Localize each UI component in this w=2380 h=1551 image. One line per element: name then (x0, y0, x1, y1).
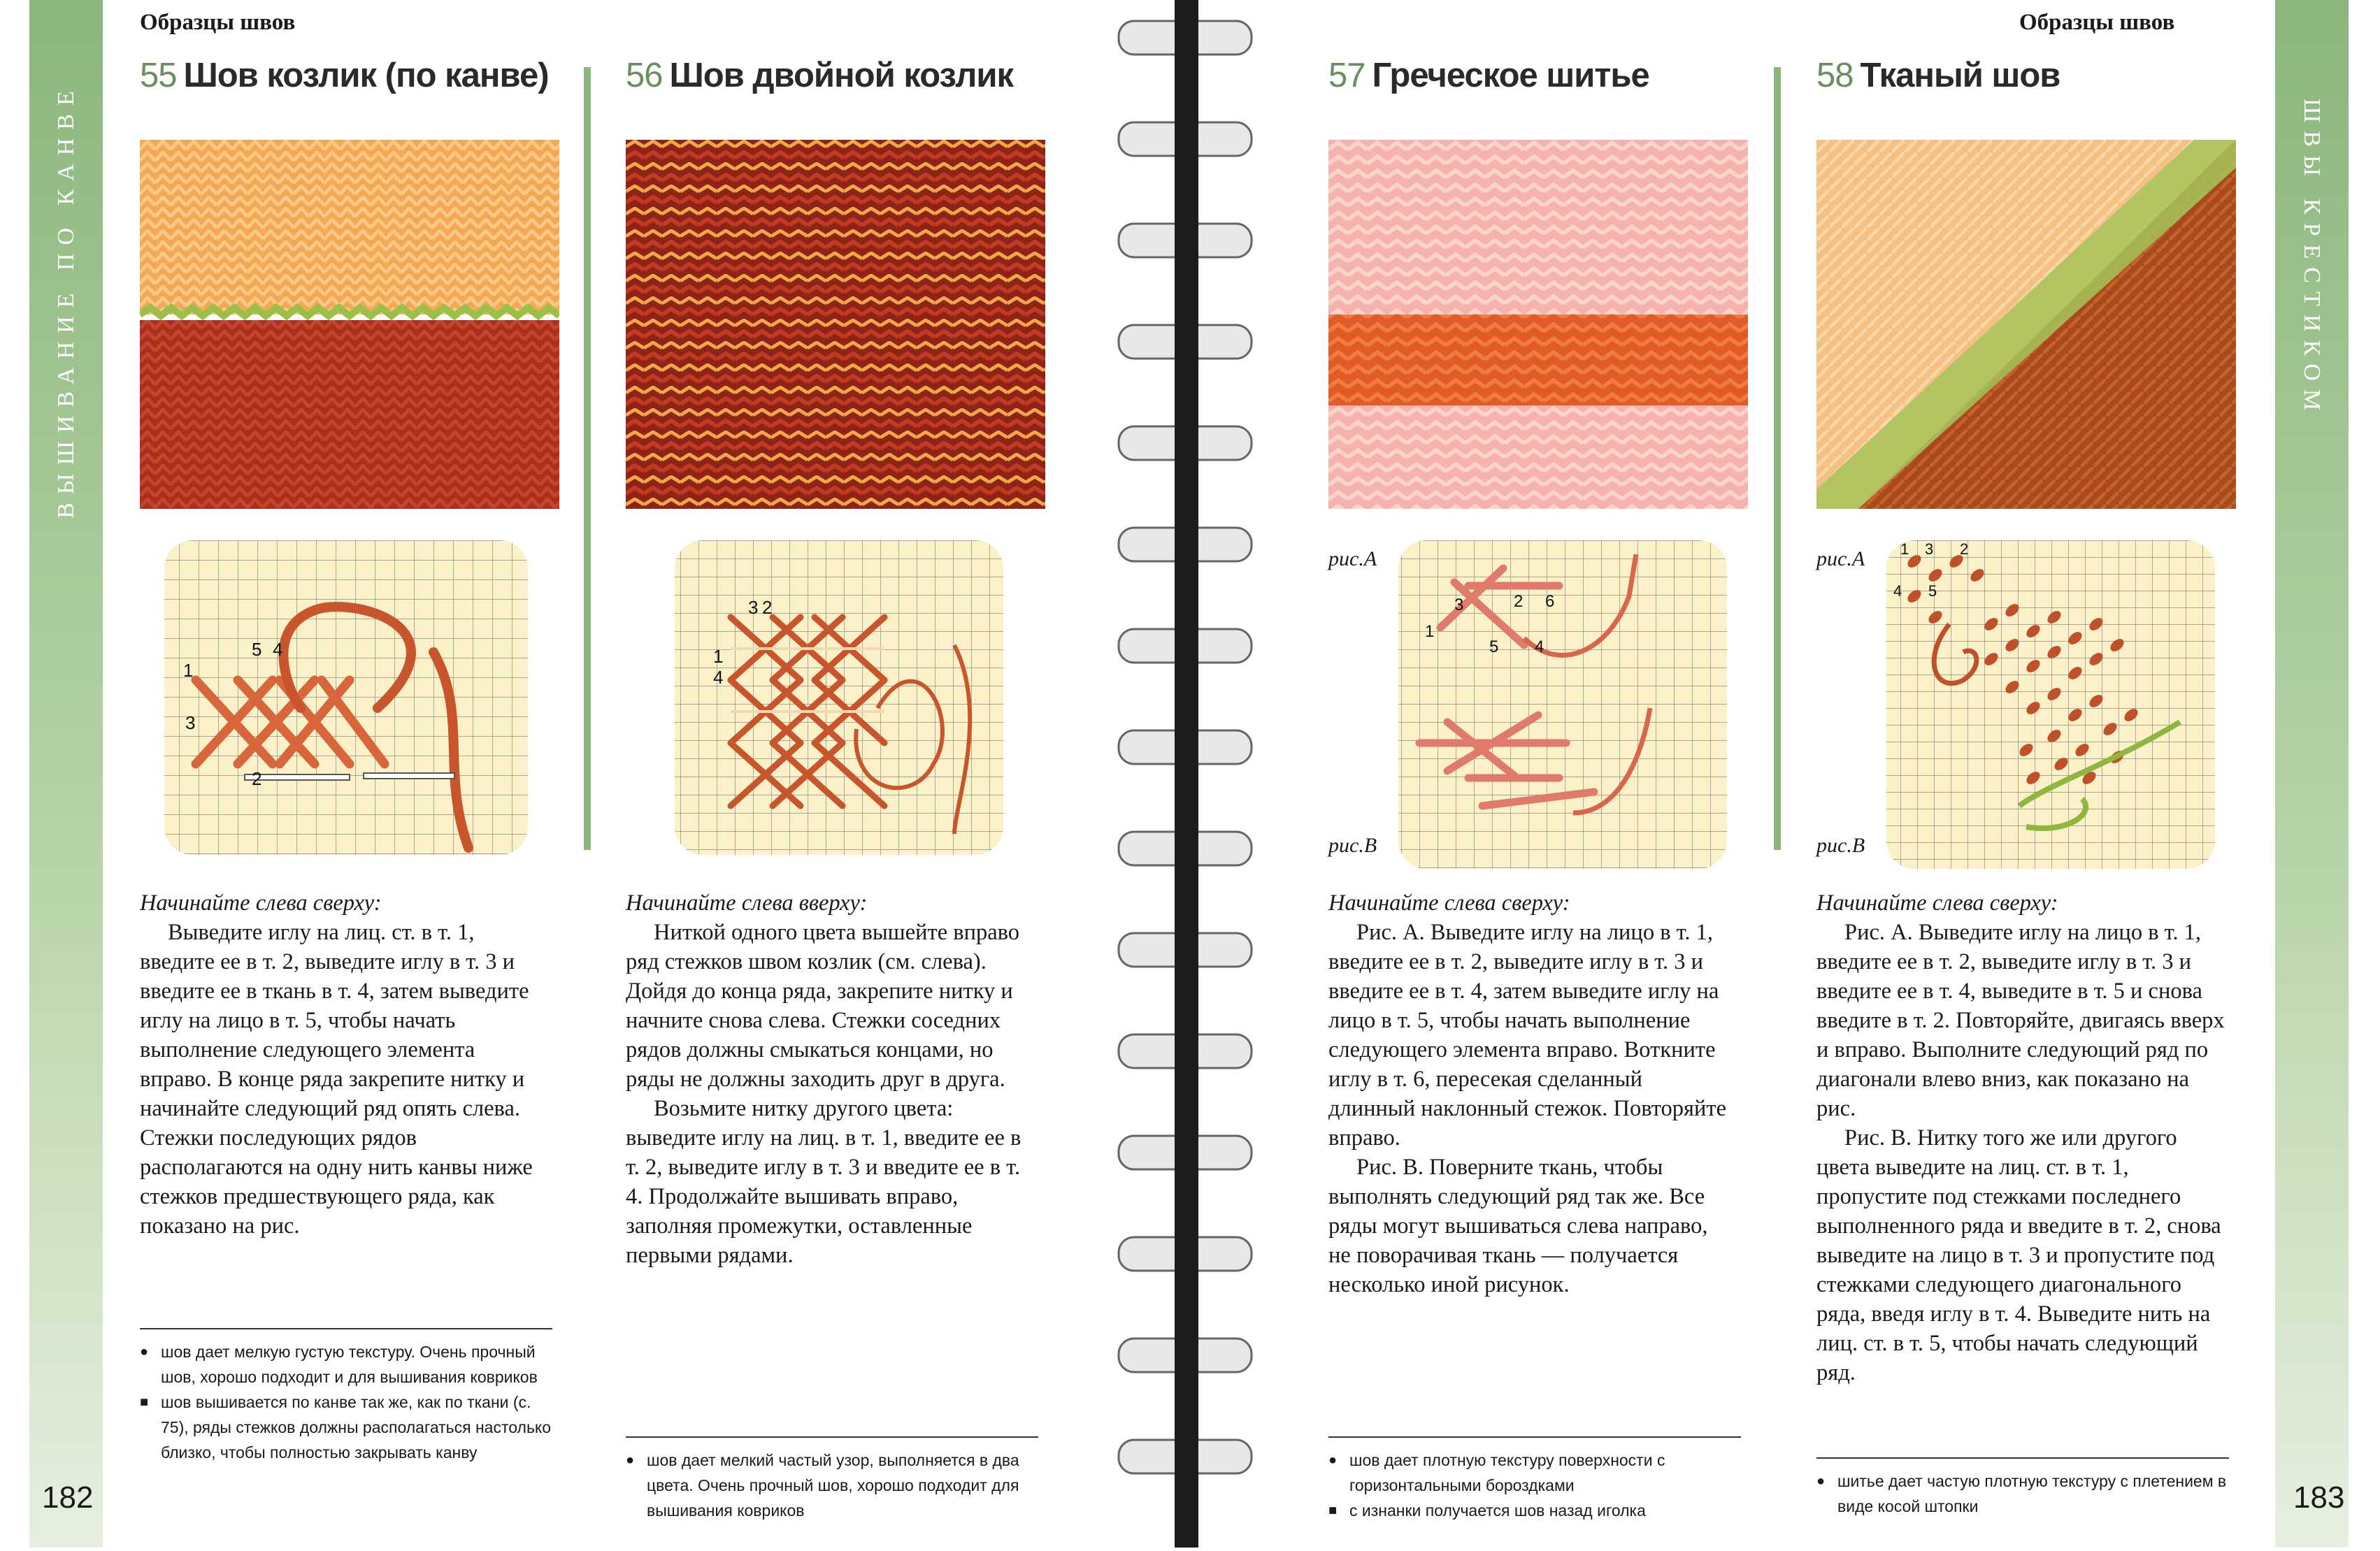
section-body (1328, 888, 1734, 1299)
point-label: 3 (1454, 596, 1464, 614)
section-number: 55 (140, 57, 177, 94)
stitch-photo (1328, 140, 1748, 509)
lead-line: Начинайте слева вверху: (626, 890, 868, 916)
stitch-diagram (140, 540, 566, 869)
lead-line: Начинайте слева сверху: (1816, 890, 2058, 916)
stitch-diagram (1328, 540, 1755, 869)
section-body (1816, 888, 2229, 1387)
section-title: 58 Тканый шов (1816, 57, 2060, 94)
section-57 (1328, 56, 1755, 1299)
note-item: ■ с изнанки получается шов назад иголка (1328, 1501, 1646, 1520)
stitch-diagram (1816, 540, 2243, 869)
notes-box (140, 1328, 552, 1465)
note-item: ● шов дает мелкую густую текстуру. Очень прочный шов, хорошо подходит и для вышивания ковриков (140, 1343, 538, 1386)
running-head-right: Образцы швов (2019, 10, 2175, 35)
figure-label-a: рис.А (1816, 547, 1865, 570)
notes-box (1816, 1457, 2229, 1519)
svg-text:2: 2 (252, 768, 262, 789)
point-label: 4 (1893, 582, 1902, 600)
paragraph: Выведите иглу на лиц. ст. в т. 1, введите ее в т. 2, выведите иглу в т. 3 и введите ее в ткань в т. 4, затем выведите иглу на лицо в т. 5, чтобы начать выполнение следующего элемента вправо. В конце ряда закрепите нитку и начинайте следующий ряд опять слева. Стежки последующих рядов располагаются на одну нить канвы ниже стежков предшествующего ряда, как показано на рис. (140, 920, 533, 1239)
point-label: 4 (273, 639, 283, 660)
point-label: 1 (1900, 540, 1909, 558)
figure-label-a: рис.А (1328, 547, 1377, 570)
note-item: ● шов дает плотную текстуру поверхности с горизонтальными бороздками (1328, 1451, 1665, 1494)
page-number: 183 (2293, 1480, 2345, 1515)
point-label: 2 (762, 597, 773, 618)
point-label: 3 (1925, 540, 1934, 558)
lead-line: Начинайте слева сверху: (140, 890, 382, 916)
section-title: 57 Греческое шитье (1328, 57, 1649, 94)
running-head-left: Образцы швов (140, 10, 296, 35)
stitch-diagram (626, 540, 1052, 869)
point-label: 1 (183, 660, 194, 681)
column-divider (1774, 67, 1781, 850)
point-label: 5 (252, 639, 262, 660)
notes-box (626, 1436, 1038, 1523)
point-label: 4 (1535, 637, 1544, 656)
point-label: 3 (185, 712, 196, 733)
lead-line: Начинайте слева сверху: (1328, 890, 1570, 916)
left-page (0, 0, 1119, 1548)
point-label: 2 (1960, 540, 1969, 558)
point-label: 5 (1489, 637, 1499, 656)
point-label: 6 (1545, 592, 1555, 611)
section-56 (626, 56, 1052, 1270)
page-number: 182 (42, 1480, 94, 1515)
note-item: ■ шов вышивается по канве так же, как по ткани (с. 75), ряды стежков должны располагаться настолько близко, чтобы полностью закрывать канву (140, 1393, 552, 1462)
notes-box (1328, 1436, 1741, 1523)
left-side-tab: ВЫШИВАНИЕ ПО КАНВЕ (52, 82, 79, 519)
section-number: 58 (1816, 57, 1854, 94)
paragraph: Рис. А. Выведите иглу на лицо в т. 1, введите ее в т. 2, выведите иглу в т. 3 и введите ее в т. 4, выведите в т. 5 и снова введите в т. 2. Повторяйте, двигаясь вверх и вправо. Выполните следующий ряд по диагонали влево вниз, как показано на рис. (1816, 920, 2225, 1121)
paragraph: Рис. В. Нитку того же или другого цвета выведите на лиц. ст. в т. 1, пропустите под стежками последнего выполненного ряда и введите в т. 2, снова выведите на лицо в т. 3 и пропустите под стежками следующего диагонального ряда, введя иглу в т. 4. Выведите нить на лиц. ст. в т. 5, чтобы начать следующий ряд. (1816, 1125, 2221, 1385)
section-55 (140, 56, 566, 1241)
stitch-photo (1816, 140, 2236, 509)
point-label: 2 (1514, 592, 1524, 611)
binding-spine (1175, 0, 1198, 1548)
paragraph: Ниткой одного цвета вышейте вправо ряд стежков швом козлик (см. слева). Дойдя до конца ряда, закрепите нитку и начните снова слева. Стежки соседних рядов должны смыкаться концами, но ряды не должны заходить друг в друга. (626, 920, 1020, 1092)
section-title: 56 Шов двойной козлик (626, 57, 1013, 94)
point-label: 1 (1425, 622, 1435, 641)
point-label: 3 (748, 597, 759, 618)
section-number: 56 (626, 57, 663, 94)
right-side-tab: ШВЫ КРЕСТИКОМ (2299, 98, 2325, 419)
figure-label-b: рис.В (1328, 834, 1377, 857)
right-page (1252, 0, 2380, 1548)
figure-label-b: рис.В (1816, 834, 1865, 857)
note-item: ● шов дает мелкий частый узор, выполняется в два цвета. Очень прочный шов, хорошо подходит для вышивания ковриков (626, 1451, 1019, 1520)
paragraph: Рис. В. Поверните ткань, чтобы выполнять следующий ряд так же. Все ряды могут вышиваться слева направо, не поворачивая ткань — получается несколько иной рисунок. (1328, 1155, 1708, 1297)
section-title: 55 Шов козлик (по канве) (140, 57, 549, 94)
column-divider (584, 67, 591, 850)
section-body (140, 888, 545, 1241)
point-label: 1 (713, 646, 724, 667)
section-58 (1816, 56, 2225, 1387)
point-label: 5 (1928, 582, 1937, 600)
section-number: 57 (1328, 57, 1365, 94)
note-item: ● шитье дает частую плотную текстуру с плетением в виде косой штопки (1816, 1472, 2227, 1515)
section-body (626, 888, 1031, 1270)
paragraph: Возьмите нитку другого цвета: выведите иглу на лиц. в т. 1, введите ее в т. 2, выведите иглу в т. 3 и введите ее в т. 4. Продолжайте вышивать вправо, заполняя промежутки, оставленные первыми рядами. (626, 1096, 1021, 1268)
stitch-photo (140, 140, 559, 509)
paragraph: Рис. А. Выведите иглу на лицо в т. 1, введите ее в т. 2, выведите иглу в т. 3 и введите ее в т. 4, затем выведите иглу на лицо в т. 5, чтобы начать выполнение следующего элемента вправо. Воткните иглу в т. 6, пересекая сделанный длинный наклонный стежок. Повторяйте вправо. (1328, 920, 1726, 1150)
stitch-photo (626, 140, 1045, 509)
point-label: 4 (713, 667, 724, 688)
